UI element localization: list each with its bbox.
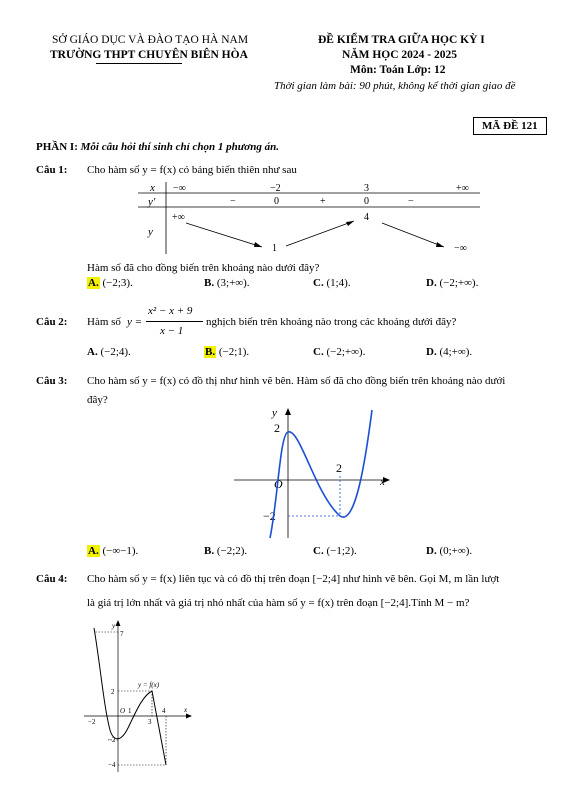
- q1-option-text: (−2;+∞).: [439, 277, 479, 289]
- q2-option-letter: A.: [87, 346, 98, 358]
- part1-instruction: Mỗi câu hỏi thí sinh chỉ chọn 1 phương án.: [80, 141, 279, 153]
- q1-option-letter: D.: [426, 277, 437, 289]
- q2-option-text: (4;+∞).: [439, 346, 473, 358]
- q1-y-val: 1: [272, 243, 277, 254]
- q4-number: Câu 4:: [36, 573, 68, 585]
- school-year: NĂM HỌC 2024 - 2025: [342, 49, 457, 61]
- q3-option-d[interactable]: [426, 545, 472, 557]
- q1-yp-sign: −: [408, 196, 414, 207]
- q1-y-val: +∞: [172, 212, 185, 223]
- q3-y-label: y: [272, 407, 277, 419]
- q2-option-a[interactable]: [87, 346, 131, 358]
- q4-x4-label: 4: [162, 707, 166, 715]
- q3-x2-label: 2: [336, 461, 342, 475]
- q1-y-val: 4: [364, 212, 369, 223]
- q2-numerator: x² − x + 9: [148, 305, 193, 317]
- part1-heading: [36, 141, 279, 153]
- q3-graph: [230, 404, 395, 544]
- q1-number: Câu 1:: [36, 164, 68, 176]
- q2-post: nghịch biến trên khoảng nào trong các khoảng dưới đây?: [206, 316, 457, 328]
- q4-y2-label: 2: [111, 688, 115, 696]
- q2-option-text: (−2;1).: [218, 346, 250, 358]
- q2-option-text: (−2;4).: [100, 346, 131, 358]
- q4-y7-label: 7: [120, 630, 124, 638]
- q1-x-val: −2: [270, 183, 281, 194]
- q3-option-letter: A.: [88, 545, 99, 557]
- q1-option-b[interactable]: [204, 277, 250, 289]
- time-note: Thời gian làm bài: 90 phút, không kể thời gian giao đề: [274, 80, 516, 92]
- q1-text: Cho hàm số y = f(x) có bảng biến thiên như sau: [87, 164, 297, 176]
- subject-line: Môn: Toán Lớp: 12: [350, 64, 446, 76]
- q3-text-line1: Cho hàm số y = f(x) có đồ thị như hình vẽ bên. Hàm số đã cho đồng biến trên khoảng nào dưới: [87, 375, 506, 387]
- q1-option-text: (3;+∞).: [216, 277, 250, 289]
- q1-option-text: (1;4).: [326, 277, 351, 289]
- q4-x1-label: 1: [128, 707, 132, 715]
- q4-x3-label: 3: [148, 718, 152, 726]
- q3-option-letter: D.: [426, 545, 437, 557]
- q1-yp-sign: 0: [364, 196, 369, 207]
- q4-ym4-label: −4: [108, 761, 116, 769]
- q4-y-label: y: [112, 622, 116, 630]
- q1-option-letter: A.: [88, 277, 99, 289]
- q3-option-letter: B.: [204, 545, 215, 557]
- q3-option-text: (0;+∞).: [439, 545, 473, 557]
- q3-option-text: (−1;2).: [326, 545, 357, 557]
- department-name: SỞ GIÁO DỤC VÀ ĐÀO TẠO HÀ NAM: [52, 34, 249, 46]
- q2-option-letter: C.: [313, 346, 324, 358]
- q2-number: Câu 2:: [36, 316, 68, 328]
- q1-question: Hàm số đã cho đồng biến trên khoảng nào dưới đây?: [87, 262, 320, 274]
- school-name: TRƯỜNG THPT CHUYÊN BIÊN HÒA: [50, 49, 248, 61]
- q3-text-line2: đây?: [87, 394, 108, 406]
- q2-denominator: x − 1: [160, 325, 184, 337]
- q3-number: Câu 3:: [36, 375, 68, 387]
- q1-option-letter: B.: [204, 277, 215, 289]
- q1-x-label: x: [150, 182, 155, 194]
- q3-option-b[interactable]: [204, 545, 247, 557]
- q4-func-label: y = f(x): [138, 681, 160, 689]
- q3-option-c[interactable]: [313, 545, 357, 557]
- q1-y-val: −∞: [454, 243, 467, 254]
- q3-option-letter: C.: [313, 545, 324, 557]
- q3-option-text: (−2;2).: [216, 545, 248, 557]
- q1-x-val: −∞: [173, 183, 186, 194]
- q4-xm2-label: −2: [88, 718, 96, 726]
- q4-graph: [80, 618, 200, 778]
- q1-option-d[interactable]: [426, 277, 478, 289]
- q4-text-line1: Cho hàm số y = f(x) liên tục và có đồ thị trên đoạn [−2;4] như hình vẽ bên. Gọi M, m lần lượt: [87, 573, 500, 585]
- q4-origin-label: O: [120, 707, 126, 715]
- q1-yp-sign: 0: [274, 196, 279, 207]
- exam-code-box: MÃ ĐỀ 121: [473, 117, 547, 135]
- q2-y-eq: y =: [127, 316, 143, 328]
- q2-option-letter: D.: [426, 346, 437, 358]
- q4-ym2-label: −2: [108, 736, 116, 744]
- q1-yp-label: y': [148, 196, 156, 208]
- q2-option-text: (−2;+∞).: [326, 346, 366, 358]
- q1-variation-table: [138, 180, 480, 256]
- q4-x-label: x: [184, 706, 188, 714]
- q3-y2-label: 2: [274, 421, 280, 435]
- q2-option-d[interactable]: [426, 346, 472, 358]
- q1-y-label: y: [148, 226, 153, 238]
- q3-x-label: x: [380, 476, 385, 488]
- school-underline: [96, 63, 182, 64]
- q2-fraction-bar: [146, 321, 203, 322]
- part1-label: PHẦN I:: [36, 141, 78, 153]
- q3-option-a[interactable]: [87, 545, 138, 557]
- exam-title: ĐỀ KIỂM TRA GIỮA HỌC KỲ I: [318, 34, 485, 46]
- q2-option-b[interactable]: [204, 346, 249, 358]
- q3-origin-label: O: [274, 477, 283, 491]
- q2-pre: Hàm số: [87, 316, 121, 328]
- q1-x-val: 3: [364, 183, 369, 194]
- q3-option-text: (−∞−1).: [102, 545, 139, 557]
- q1-yp-sign: −: [230, 196, 236, 207]
- q1-option-letter: C.: [313, 277, 324, 289]
- q1-option-text: (−2;3).: [102, 277, 133, 289]
- q1-option-a[interactable]: [87, 277, 133, 289]
- q4-text-line2: là giá trị lớn nhất và giá trị nhỏ nhất của hàm số y = f(x) trên đoạn [−2;4].Tính M − m?: [87, 597, 470, 609]
- q1-option-c[interactable]: [313, 277, 351, 289]
- q1-yp-sign: +: [320, 196, 326, 207]
- q2-option-letter: B.: [205, 346, 216, 358]
- q1-x-val: +∞: [456, 183, 469, 194]
- q3-ym2-label: −2: [263, 509, 276, 523]
- q2-option-c[interactable]: [313, 346, 365, 358]
